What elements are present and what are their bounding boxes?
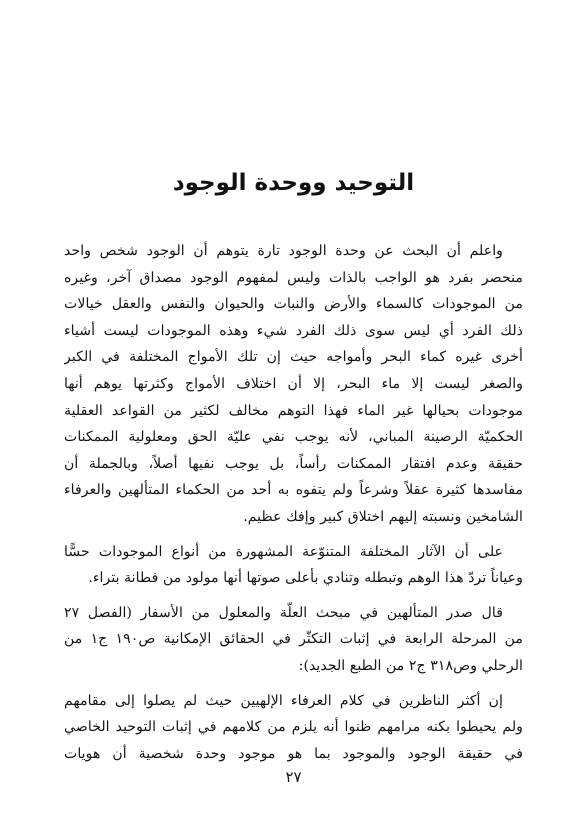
- body-text: [64, 238, 523, 767]
- text-line: الحكميّة الرصينة المباني، لأنه يوجب نفي عليّة الحق ومعلولية الممكنات: [64, 429, 523, 446]
- text-line: من المرحلة الرابعة في إثبات التكثّر في الحقائق الإمكانية ص١٩٠ ج١ من: [64, 631, 523, 648]
- text-line: ذلك الفرد أي ليس سوى ذلك الفرد شيء وهذه الموجودات ليست أشياء: [64, 322, 523, 339]
- paragraph-3: [64, 600, 523, 680]
- text-line: منحصر بفرد هو الواجب بالذات وليس لمفهوم الوجود مصداق آخر، وغيره: [64, 269, 523, 286]
- text-line: الرحلي وص٣١٨ ج٢ من الطبع الجديد):: [298, 657, 523, 674]
- text-line: واعلم أن البحث عن وحدة الوجود تارة يتوهم أن الوجود شخص واحد: [64, 243, 503, 259]
- paragraph-2: [64, 539, 523, 592]
- text-line: مفاسدها كثيرة عقلاً وشرعاً ولم يتفوه به أحد من الحكماء المتألهين والعرفاء: [64, 482, 523, 499]
- text-line: وعياناً تردّ هذا الوهم وتبطله وتنادي بأعلى صوتها أنها مولود من فطانة بتراء.: [88, 570, 523, 587]
- text-line: من الموجودات كالسماء والأرض والنبات والحيوان والنفس والعقل خيالات: [64, 296, 523, 313]
- text-line: حقيقة وعدم افتقار الممكنات رأساً، بل يوجب نفيها أصلاً، وبالجملة أن: [64, 455, 523, 472]
- paragraph-1: [64, 238, 523, 531]
- text-line: إن أكثر الناظرين في كلام العرفاء الإلهيين حيث لم يصلوا إلى مقامهم: [64, 692, 503, 709]
- page-number: ٢٧: [285, 768, 302, 786]
- text-line: ولم يحيطوا بكنه مرامهم ظنوا أنه يلزم من كلامهم في إثبات التوحيد الخاصي: [64, 719, 523, 736]
- paragraph-4: [64, 688, 523, 768]
- text-line: على أن الآثار المختلفة المتنوّعة المشهورة من أنواع الموجودات حسًّا: [64, 543, 503, 560]
- chapter-title: التوحيد ووحدة الوجود: [172, 170, 415, 196]
- text-line: الشامخين ونسبته إليهم اختلاق كبير وإفك عظيم.: [243, 508, 523, 525]
- text-line: موجودات بحيالها غير الماء فهذا التوهم مخالف لكثير من القواعد العقلية: [64, 402, 523, 419]
- text-line: أخرى غيره كماء البحر وأمواجه حيث إن تلك الأمواج المختلفة في الكبر: [64, 349, 523, 366]
- text-line: والصغر ليست إلا ماء البحر، إلا أن اختلاف الأمواج وكثرتها يوهم أنها: [64, 375, 523, 392]
- text-line: قال صدر المتألهين في مبحث العلّة والمعلول من الأسفار (الفصل ٢٧: [64, 604, 503, 621]
- text-line: في حقيقة الوجود والموجود بما هو موجود وحدة شخصية أن هويات: [64, 745, 523, 762]
